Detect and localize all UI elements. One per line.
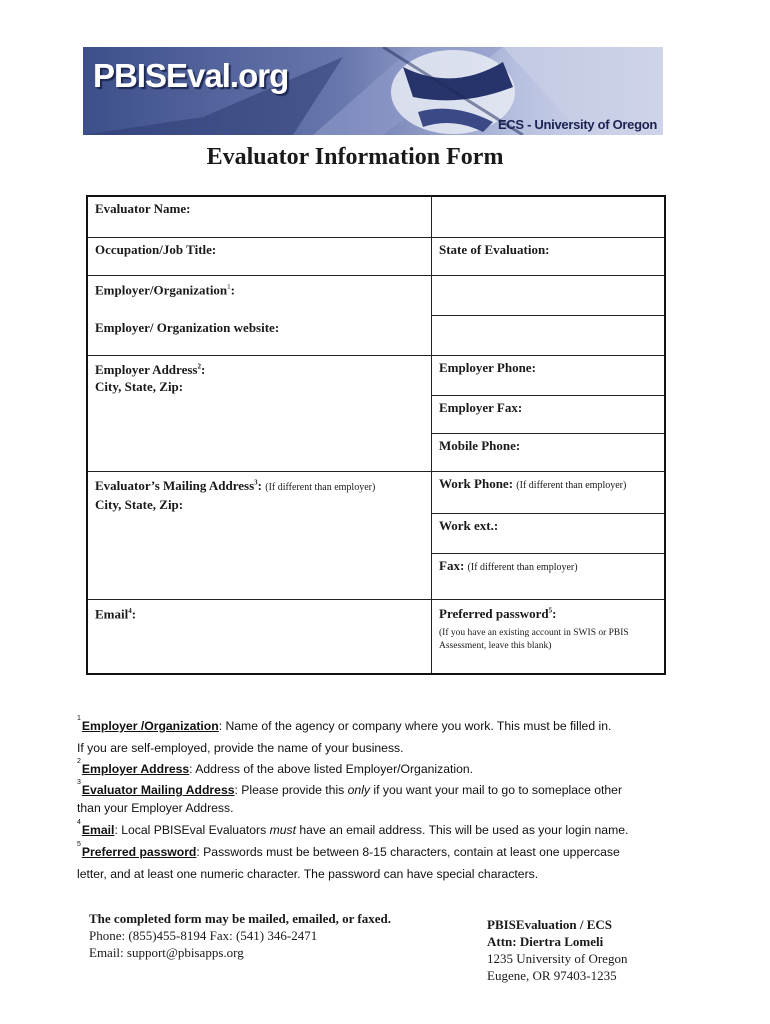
occupation-label: Occupation/Job Title: [95,242,217,257]
header-banner [83,47,663,135]
attn-line: Attn: Diertra Lomeli [487,934,604,949]
mailing-address-label: Evaluator’s Mailing Address$^3$: (If different than employer) [95,478,376,494]
email-label: Email$^4$: [95,606,137,622]
employer-address-cell[interactable] [88,356,431,471]
work-phone-label: Work Phone: (If different than employer) [439,476,627,491]
footnote-4: $^4$Email: Local PBISEval Evaluators must have an email address. This will be used as your login name. [77,819,629,837]
employer-field[interactable] [432,276,664,315]
mobile-phone-label: Mobile Phone: [439,438,521,453]
footnote-3-line2: than your Employer Address. [77,801,234,815]
employer-address-label: Employer Address$^2$: [95,362,206,378]
submission-info [89,910,391,961]
street-line: 1235 University of Oregon [487,951,628,966]
submission-heading: The completed form may be mailed, emailed, or faxed. [89,911,391,926]
footnote-3: $^3$Evaluator Mailing Address: Please provide this only if you want your mail to go to someplace other [77,779,623,797]
phone-fax-line: Phone: (855)455-8194 Fax: (541) 346-2471 [89,928,318,943]
form-title: Evaluator Information Form [206,144,504,170]
password-note: (If you have an existing account in SWIS or PBIS Assessment, leave this blank) [439,628,629,652]
employer-fax-label: Employer Fax: [439,400,523,415]
evaluator-form [86,195,666,675]
footnote-5: $^5$Preferred password: Passwords must be between 8-15 characters, contain at least one uppercase [77,841,620,859]
website-label: Employer/ Organization website: [95,320,280,335]
footnote-2: $^2$Employer Address: Address of the above listed Employer/Organization. [77,758,474,776]
employer-phone-label: Employer Phone: [439,360,536,375]
support-email-line: Email: support@pbisapps.org [89,945,244,960]
banner-subtitle: ECS - University of Oregon [497,117,657,132]
work-ext-label: Work ext.: [439,518,499,533]
password-label: Preferred password$^5$: [439,606,557,622]
evaluator-name-label: Evaluator Name: [95,201,191,216]
footnote-1-line2: If you are self-employed, provide the name of your business. [77,741,404,755]
city-state-zip-label-2: City, State, Zip: [95,497,184,513]
pbiseval-logo: PBISEval.org [93,57,289,94]
password-cell[interactable] [432,600,664,673]
mailing-address-cell[interactable] [88,472,431,599]
mailing-address-block [487,916,627,984]
org-name: PBISEvaluation / ECS [487,917,612,932]
state-of-evaluation-label: State of Evaluation: [439,242,550,257]
city-line: Eugene, OR 97403-1235 [487,968,617,983]
fax-label: Fax: (If different than employer) [439,558,578,573]
website-field[interactable] [432,316,664,355]
city-state-zip-label: City, State, Zip: [95,379,184,395]
footnote-1: $^1$Employer /Organization: Name of the agency or company where you work. This must be filled in. [77,715,612,733]
evaluator-name-field[interactable] [432,197,664,237]
employer-label: Employer/Organization$^1$: [95,282,236,298]
footnote-5-line2: letter, and at least one numeric character. The password can have special characters. [77,867,539,881]
